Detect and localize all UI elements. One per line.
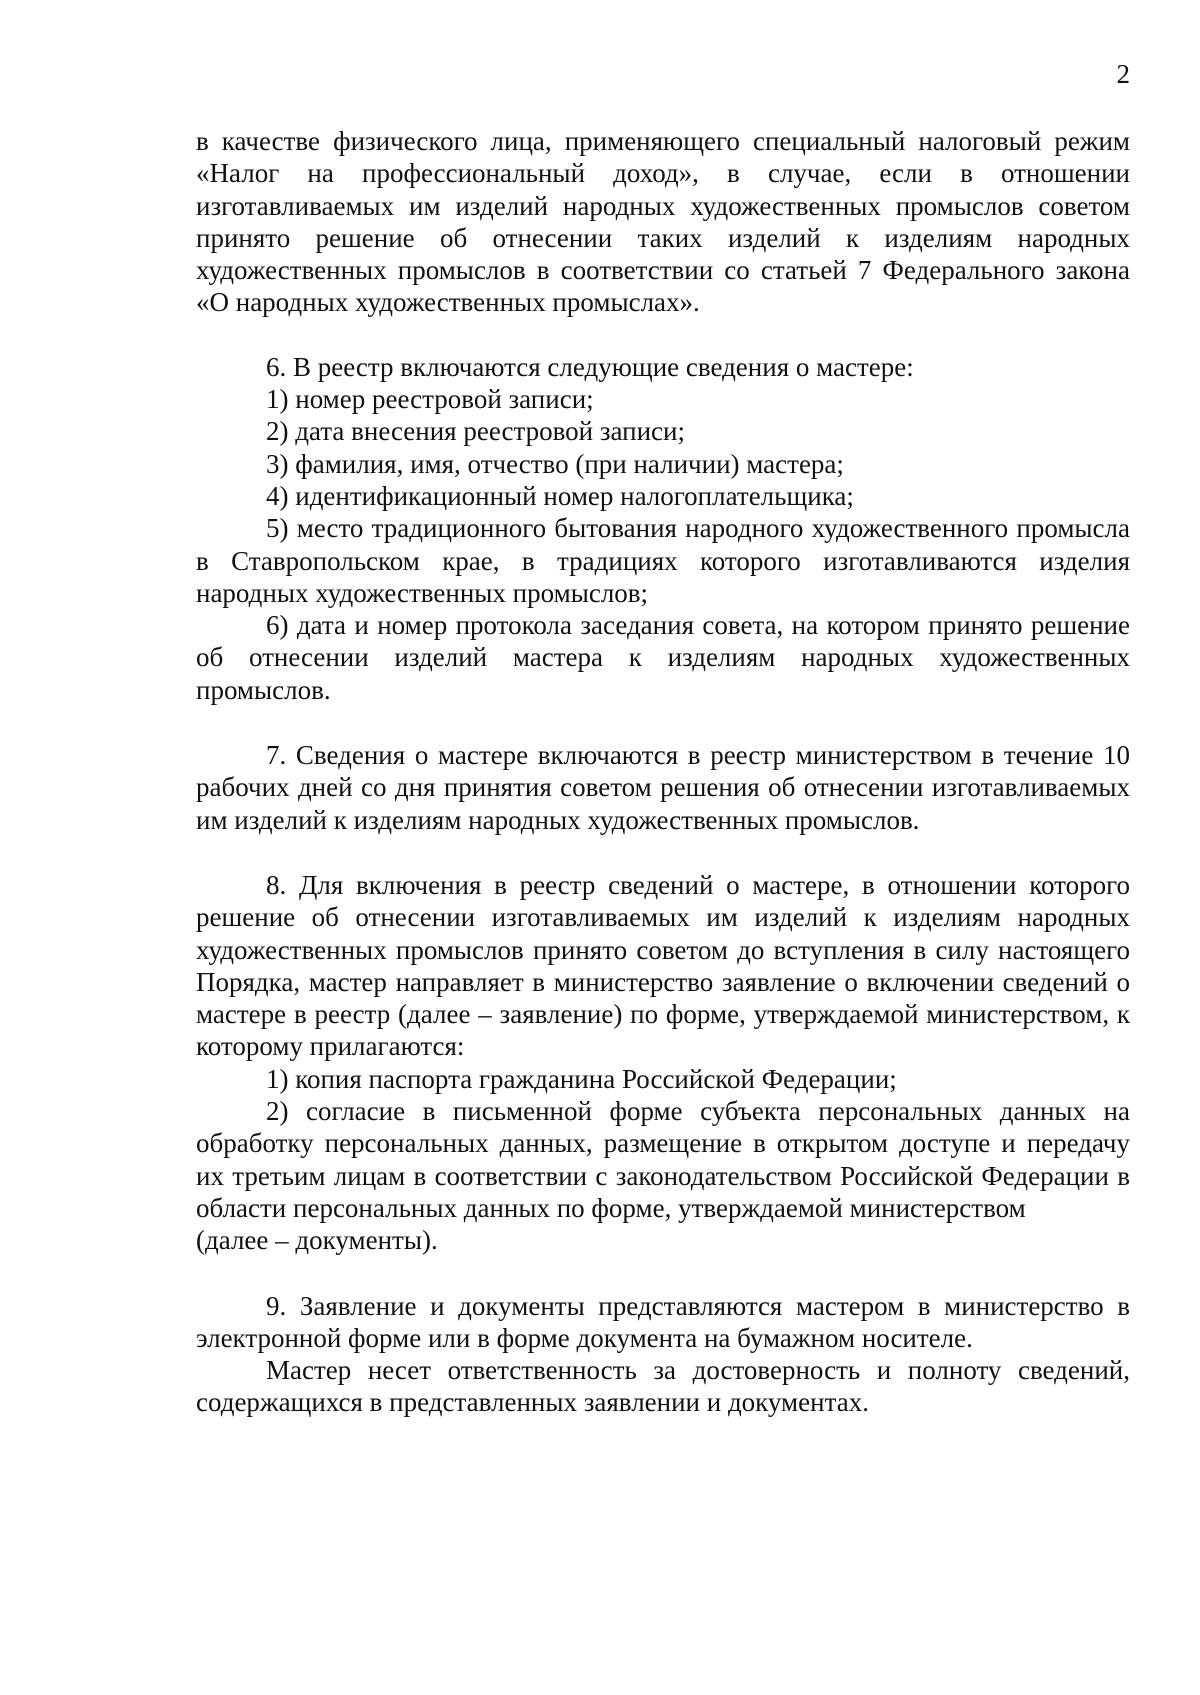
- paragraph-section-6: 6. В реестр включаются следующие сведения о мастере:: [266, 351, 914, 382]
- list-item-6-6: 6) дата и номер протокола заседания совета, на котором принято решение об отнесении изделий мастера к изделиям народных художественных промыслов.: [196, 610, 1130, 705]
- paragraph-spacer: [196, 319, 1130, 351]
- paragraph-section-8-tail: (далее – документы).: [196, 1225, 438, 1256]
- paragraph-section-9-responsibility: Мастер несет ответственность за достоверность и полноту сведений, содержащихся в представленных заявлении и документах.: [196, 1355, 1130, 1418]
- list-item-6-3: 3) фамилия, имя, отчество (при наличии) мастера;: [266, 448, 844, 479]
- list-item-6-2: 2) дата внесения реестровой записи;: [266, 416, 685, 447]
- list-item-8-2: 2) согласие в письменной форме субъекта персональных данных на обработку персональных данных, размещение в открытом доступе и передачу их третьим лицам в соответствии с законодательством Российской Федерации в области персональных данных по форме, утверждаемой министерством: [196, 1096, 1130, 1223]
- paragraph-section-8: 8. Для включения в реестр сведений о мастере, в отношении которого решение об отнесении изготавливаемых им изделий к изделиям народных художественных промыслов принято советом до вступления в силу настоящего Порядка, мастер направляет в министерство заявление о включении сведений о мастере в реестр (далее – заявление) по форме, утверждаемой министерством, к которому прилагаются:: [196, 869, 1130, 1062]
- list-item-6-5: 5) место традиционного бытования народного художественного промысла в Ставропольском крае, в традициях которого изготавливаются изделия народных художественных промыслов;: [196, 513, 1130, 608]
- paragraph-spacer: [196, 836, 1130, 869]
- document-body: [196, 125, 1130, 1419]
- page-number: 2: [1116, 59, 1130, 89]
- paragraph-spacer: [196, 1257, 1130, 1290]
- paragraph-section-7: 7. Сведения о мастере включаются в реестр министерством в течение 10 рабочих дней со дня принятия советом решения об отнесении изготавливаемых им изделий к изделиям народных художественных промыслов.: [196, 740, 1130, 835]
- list-item-8-1: 1) копия паспорта гражданина Российской Федерации;: [266, 1063, 897, 1094]
- paragraph-section-9: 9. Заявление и документы представляются мастером в министерство в электронной форме или в форме документа на бумажном носителе.: [196, 1290, 1130, 1353]
- list-item-6-1: 1) номер реестровой записи;: [266, 384, 594, 415]
- list-item-6-4: 4) идентификационный номер налогоплательщика;: [266, 480, 854, 511]
- paragraph-spacer: [196, 706, 1130, 739]
- paragraph-intro-continuation: в качестве физического лица, применяющего специальный налоговый режим «Налог на профессиональный доход», в случае, если в отношении изготавливаемых им изделий народных художественных промыслов советом принято решение об отнесении таких изделий к изделиям народных художественных промыслов в соответствии со статьей 7 Федерального закона «О народных художественных промыслах».: [196, 126, 1130, 318]
